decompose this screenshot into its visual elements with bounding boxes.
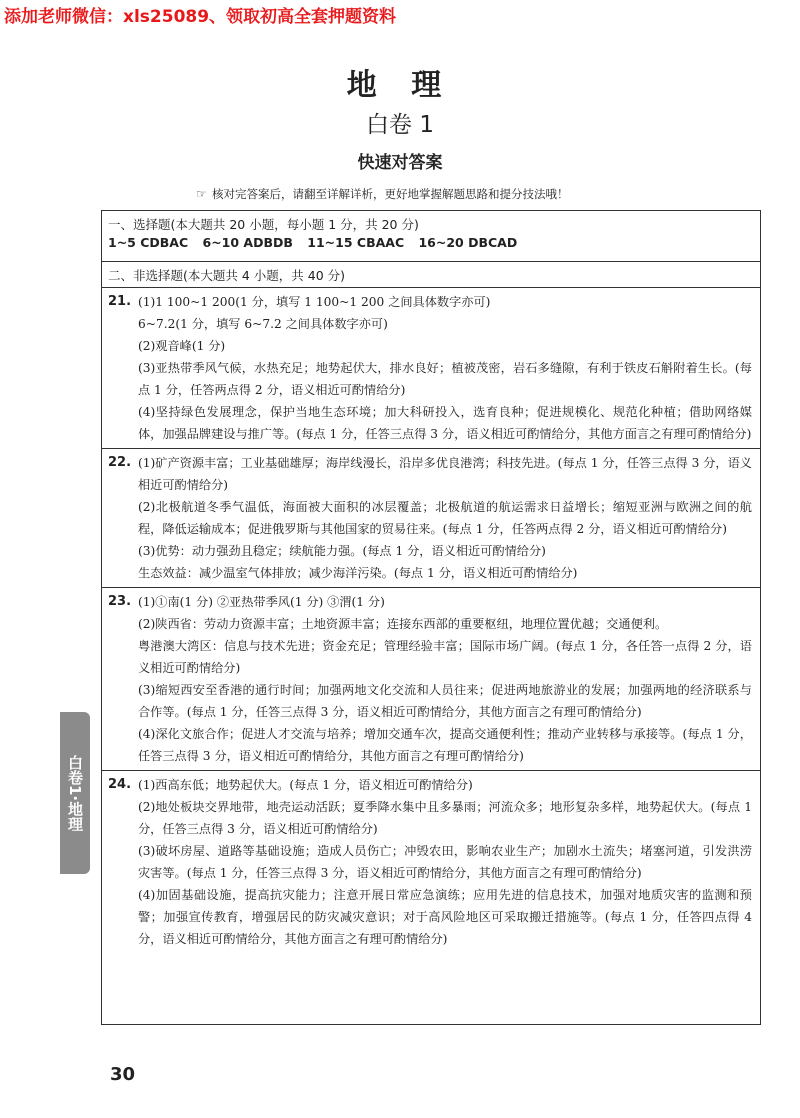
answer-line: (1)西高东低；地势起伏大。(每点 1 分，语义相近可酌情给分) [138, 778, 473, 792]
page-title: 地 理 [346, 68, 454, 103]
divider [102, 587, 760, 588]
answer-line: (2)观音峰(1 分) [138, 339, 226, 353]
answer-line: (1)1 100~1 200(1 分，填写 1 100~1 200 之间具体数字亦可) [138, 295, 491, 309]
question-24 [102, 774, 760, 950]
answer-line: (3)缩短西安至香港的通行时间；加强两地文化交流和人员往来；促进两地旅游业的发展；加强两地的经济联系与合作等。(每点 1 分，任答三点得 3 分，语义相近可酌情给分，其他方面言之有理可酌情给分) [138, 683, 752, 719]
answer-line: (1)①南(1 分) ②亚热带季风(1 分) ③渭(1 分) [138, 595, 385, 609]
tip-line [196, 186, 569, 202]
answer-line: (4)加固基础设施，提高抗灾能力；注意开展日常应急演练；应用先进的信息技术，加强对地质灾害的监测和预警；加强宣传教育，增强居民的防灾减灾意识；对于高风险地区可采取搬迁措施等。(每点 1 分，任答四点得 4 分，语义相近可酌情给分，其他方面言之有理可酌情给分) [138, 888, 752, 946]
watermark-text: 添加老师微信：xls25089、领取初高全套押题资料 [4, 7, 397, 27]
section-heading: 快速对答案 [357, 153, 443, 173]
answer-line: (3)优势：动力强劲且稳定；续航能力强。(每点 1 分，语义相近可酌情给分) [138, 544, 546, 558]
answer-line: (4)深化文旅合作；促进人才交流与培养；增加交通车次，提高交通便利性；推动产业转移与承接等。(每点 1 分，任答三点得 3 分，语义相近可酌情给分，其他方面言之有理可酌情给分) [138, 727, 752, 763]
answer-line: (2)地处板块交界地带，地壳运动活跃；夏季降水集中且多暴雨；河流众多；地形复杂多样，地势起伏大。(每点 1 分，任答三点得 3 分，语义相近可酌情给分) [138, 800, 752, 836]
question-number: 24. [108, 777, 132, 792]
question-number: 23. [108, 594, 132, 609]
answer-line: (3)破坏房屋、道路等基础设施；造成人员伤亡；冲毁农田，影响农业生产；加剧水土流失；堵塞河道，引发洪涝灾害等。(每点 1 分，任答三点得 3 分，语义相近可酌情给分，其他方面言之有理可酌情给分) [138, 844, 752, 880]
answer-group: 11~15 CBAAC [307, 235, 405, 250]
tip-text: 核对完答案后，请翻至详解详析，更好地掌握解题思路和提分技法哦！ [212, 187, 569, 201]
section2-title: 二、非选择题(本大题共 4 小题，共 40 分) [108, 268, 346, 283]
answer-line: (2)北极航道冬季气温低，海面被大面积的冰层覆盖；北极航道的航运需求日益增长；缩短亚洲与欧洲之间的航程，降低运输成本；促进俄罗斯与其他国家的贸易往来。(每点 1 分，任答两点得 2 分，语义相近可酌情给分) [138, 500, 752, 536]
question-number: 22. [108, 455, 132, 470]
side-tab: 白卷1·地理 [60, 712, 90, 874]
answer-line: (2)陕西省：劳动力资源丰富；土地资源丰富；连接东西部的重要枢纽，地理位置优越；交通便利。 [138, 617, 668, 631]
section1-title: 一、选择题(本大题共 20 小题，每小题 1 分，共 20 分) [108, 217, 419, 232]
answer-line: 粤港澳大湾区：信息与技术先进；资金充足；管理经验丰富；国际市场广阔。(每点 1 分，各任答一点得 2 分，语义相近可酌情给分) [138, 639, 752, 675]
question-23 [102, 591, 760, 767]
answer-group: 6~10 ADBDB [202, 235, 293, 250]
divider [102, 287, 760, 288]
answer-group: 16~20 DBCAD [418, 235, 518, 250]
question-number: 21. [108, 294, 132, 309]
divider [102, 770, 760, 771]
answer-line: 生态效益：减少温室气体排放；减少海洋污染。(每点 1 分，语义相近可酌情给分) [138, 566, 578, 580]
choice-answers [102, 233, 760, 250]
choice-answers-box [101, 210, 761, 262]
divider [102, 448, 760, 449]
answer-line: (3)亚热带季风气候，水热充足；地势起伏大，排水良好；植被茂密，岩石多缝隙，有利于铁皮石斛附着生长。(每点 1 分，任答两点得 2 分，语义相近可酌情给分) [138, 361, 752, 397]
answer-group: 1~5 CDBAC [108, 235, 189, 250]
question-22 [102, 452, 760, 584]
pointing-hand-icon: ☞ [196, 187, 207, 201]
page-subtitle: 白卷 1 [366, 112, 434, 138]
answer-line: 6~7.2(1 分，填写 6~7.2 之间具体数字亦可) [138, 317, 388, 331]
nonchoice-answers-box [101, 262, 761, 1025]
answer-line: (1)矿产资源丰富；工业基础雄厚；海岸线漫长，沿岸多优良港湾；科技先进。(每点 1 分，任答三点得 3 分，语义相近可酌情给分) [138, 456, 752, 492]
question-21 [102, 291, 760, 445]
answer-line: (4)坚持绿色发展理念，保护当地生态环境；加大科研投入，选育良种；促进规模化、规范化种植；借助网络媒体，加强品牌建设与推广等。(每点 1 分，任答三点得 3 分，语义相近可酌情给分，其他方面言之有理可酌情给分) [138, 405, 752, 441]
page-number: 30 [110, 1064, 136, 1085]
